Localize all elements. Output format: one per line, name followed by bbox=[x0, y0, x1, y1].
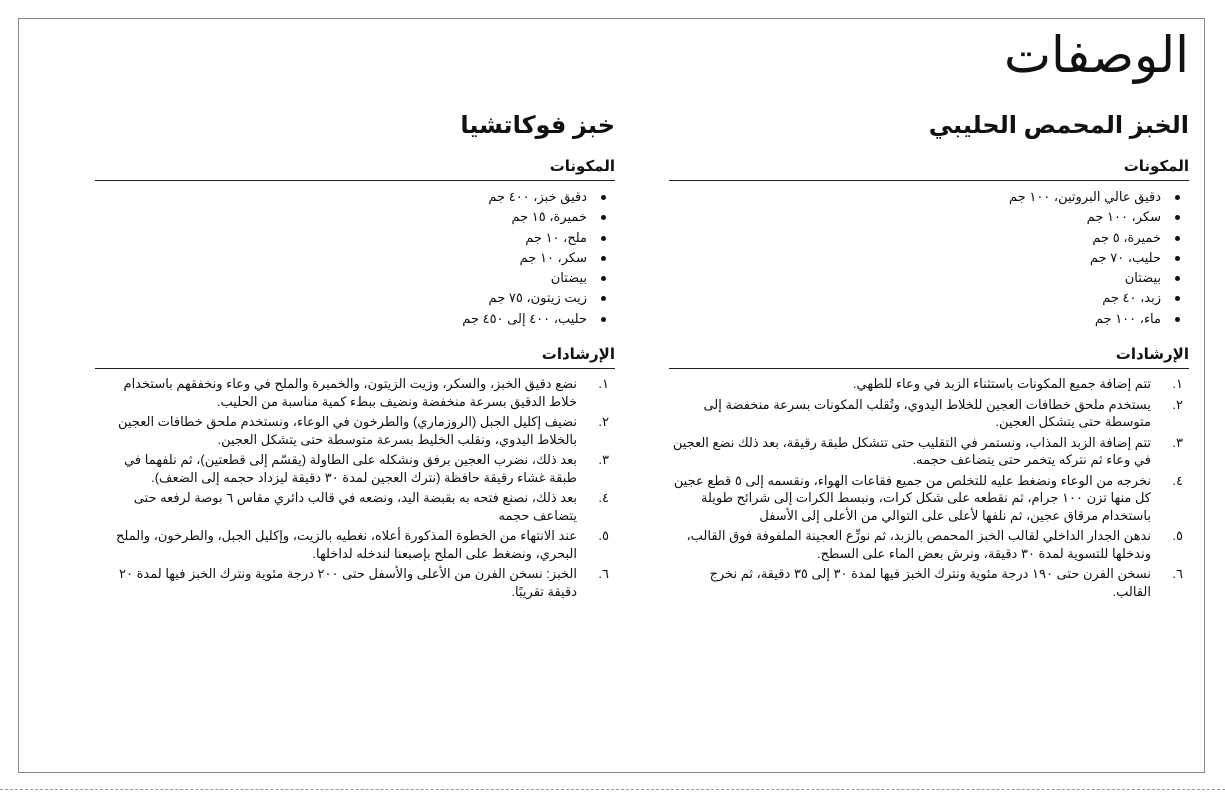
instructions-heading: الإرشادات bbox=[669, 346, 1189, 369]
ingredients-heading: المكونات bbox=[95, 158, 615, 181]
step-item bbox=[669, 375, 1189, 393]
step-item bbox=[669, 472, 1189, 525]
step-number: ٦. bbox=[1172, 566, 1183, 582]
step-text: نسخن الفرن حتى ١٩٠ درجة مئوية ونترك الخبز فيها لمدة ٣٠ إلى ٣٥ دقيقة، ثم نخرج القالب. bbox=[709, 566, 1151, 599]
step-text: عند الانتهاء من الخطوة المذكورة أعلاه، نغطيه بالزيت، وإكليل الجبل، والطرخون، والملح البحري، ونضغط على الملح بإصبعنا لندخله لداخلها. bbox=[116, 528, 577, 561]
step-text: تتم إضافة الزبد المذاب، ونستمر في التقليب حتى تتشكل طبقة رقيقة، بعد ذلك نضع العجين في وعاء ثم نتركه يتخمر حتى يتضاعف حجمه. bbox=[672, 434, 1151, 468]
recipe-title: الخبز المحمص الحليبي bbox=[928, 112, 1189, 139]
list-item: ماء، ١٠٠ جم bbox=[669, 309, 1189, 329]
step-item bbox=[95, 413, 615, 448]
step-text: نضيف إكليل الجبل (الروزماري) والطرخون في الوعاء، ونستخدم ملحق خطافات العجين بالخلاط اليدوي، ونقلب الخليط بسرعة متوسطة حتى يتشكل العجين. bbox=[118, 414, 577, 447]
recipe-focaccia bbox=[95, 112, 615, 603]
list-item: ملح، ١٠ جم bbox=[95, 228, 615, 248]
step-text: الخبز: نسخن الفرن من الأعلى والأسفل حتى ٢٠٠ درجة مئوية ونترك الخبز فيها لمدة ٢٠ دقيقة تقريبًا. bbox=[119, 566, 577, 599]
list-item: حليب، ٧٠ جم bbox=[669, 248, 1189, 268]
step-number: ٤. bbox=[598, 490, 609, 506]
step-text: بعد ذلك، نصنع فتحه به بقبضة اليد، ونضعه في قالب دائري مقاس ٦ بوصة لرفعه حتى يتضاعف حجمه bbox=[133, 490, 577, 523]
step-number: ١. bbox=[1172, 376, 1183, 392]
step-item bbox=[669, 396, 1189, 431]
list-item: سكر، ١٠ جم bbox=[95, 248, 615, 268]
step-number: ٣. bbox=[598, 452, 609, 468]
step-number: ٢. bbox=[598, 414, 609, 430]
page-bottom-edge bbox=[0, 789, 1225, 790]
step-number: ٥. bbox=[598, 528, 609, 544]
step-text: نخرجه من الوعاء ونضغط عليه للتخلص من جميع فقاعات الهواء، ونقسمه إلى ٥ قطع عجين كل منها تزن ١٠٠ جرام، ثم نقطعه على شكل كرات، ونبسط الكرات إلى شرائح طويلة باستخدام مرقاق عجين، ثم نلفها لأعلى على التوالي من الأعلى إلى الأسفل bbox=[673, 472, 1151, 523]
ingredients-list bbox=[95, 187, 615, 329]
step-number: ٢. bbox=[1172, 396, 1183, 412]
step-text: نضع دقيق الخبز، والسكر، وزيت الزيتون، والخميرة والملح في وعاء ونخفقهم باستخدام خلاط الدقيق بسرعة منخفضة ونضيف ببطء كمية مناسبة من الحليب. bbox=[123, 376, 577, 409]
step-number: ٣. bbox=[1172, 434, 1183, 450]
list-item: بيضتان bbox=[95, 268, 615, 288]
step-text: تتم إضافة جميع المكونات باستثناء الزبد في وعاء للطهي. bbox=[852, 376, 1151, 392]
step-item bbox=[669, 434, 1189, 469]
step-text: ندهن الجدار الداخلي لقالب الخبز المحمص بالزبد، ثم نوزِّع العجينة الملفوفة فوق القالب، وندخلها للتسوية لمدة ٣٠ دقيقة، ونرش بعض الماء على السطح. bbox=[686, 528, 1151, 561]
step-text: يستخدم ملحق خطافات العجين للخلاط اليدوي، وتُقلب المكونات بسرعة منخفضة إلى متوسطة حتى يتشكل العجين. bbox=[703, 396, 1151, 430]
list-item: خميرة، ١٥ جم bbox=[95, 207, 615, 227]
step-item bbox=[669, 527, 1189, 562]
step-item bbox=[95, 451, 615, 486]
step-item bbox=[95, 489, 615, 524]
step-item bbox=[669, 565, 1189, 600]
step-number: ١. bbox=[598, 376, 609, 392]
recipe-milk-toast bbox=[669, 112, 1189, 603]
step-number: ٦. bbox=[598, 566, 609, 582]
step-item bbox=[95, 527, 615, 562]
instructions-list bbox=[95, 375, 615, 600]
ingredients-list bbox=[669, 187, 1189, 329]
step-number: ٤. bbox=[1172, 472, 1183, 488]
step-number: ٥. bbox=[1172, 528, 1183, 544]
list-item: خميرة، ٥ جم bbox=[669, 228, 1189, 248]
page-title: الوصفات bbox=[1003, 27, 1189, 83]
list-item: بيضتان bbox=[669, 268, 1189, 288]
list-item: سكر، ١٠٠ جم bbox=[669, 207, 1189, 227]
list-item: زبد، ٤٠ جم bbox=[669, 288, 1189, 308]
list-item: دقيق خبز، ٤٠٠ جم bbox=[95, 187, 615, 207]
recipe-title: خبز فوكاتشيا bbox=[460, 112, 615, 139]
recipes-document bbox=[18, 18, 1205, 773]
step-item bbox=[95, 375, 615, 410]
step-text: بعد ذلك، نضرب العجين برفق ونشكله على الطاولة (يقسّم إلى قطعتين)، ثم نلفهما في طبقة غشاء رقيقة حافظة (نترك العجين لمدة ٣٠ دقيقة ليزداد حجمه إلى الضعف). bbox=[124, 452, 577, 485]
instructions-heading: الإرشادات bbox=[95, 346, 615, 369]
ingredients-heading: المكونات bbox=[669, 158, 1189, 181]
step-item bbox=[95, 565, 615, 600]
list-item: دقيق عالي البروتين، ١٠٠ جم bbox=[669, 187, 1189, 207]
instructions-list bbox=[669, 375, 1189, 600]
list-item: حليب، ٤٠٠ إلى ٤٥٠ جم bbox=[95, 309, 615, 329]
list-item: زيت زيتون، ٧٥ جم bbox=[95, 288, 615, 308]
